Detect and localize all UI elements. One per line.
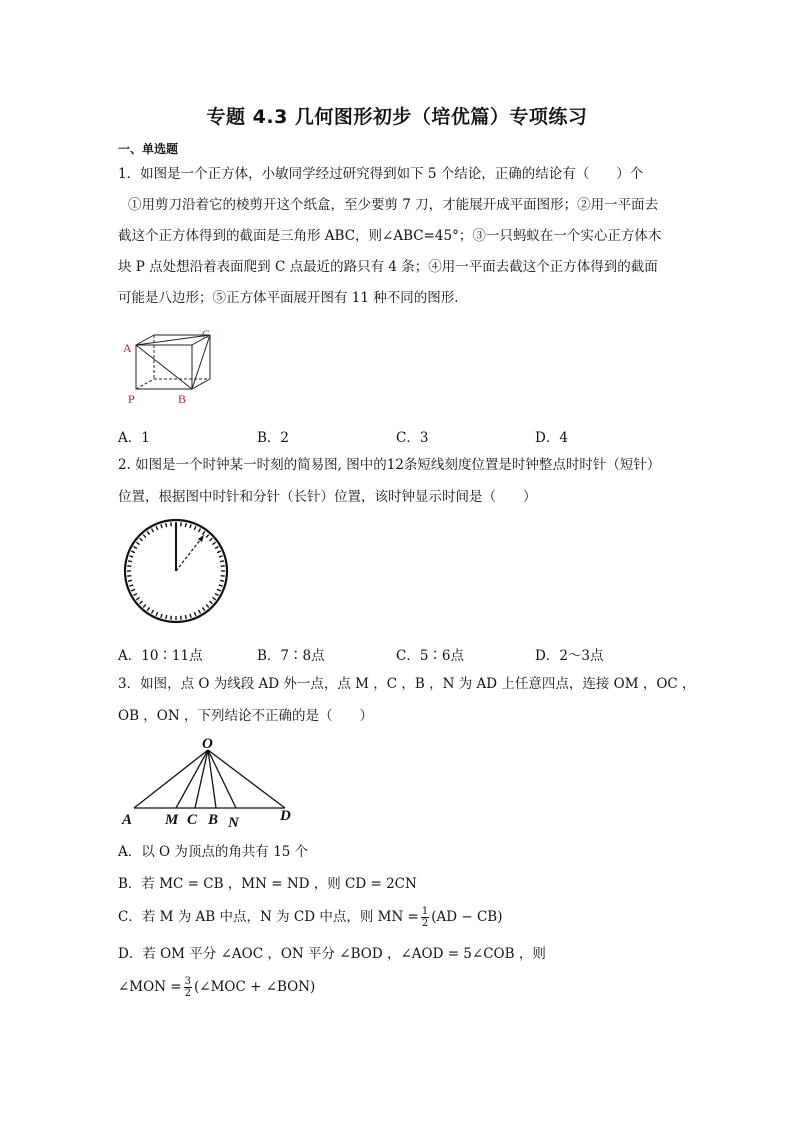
seg-label-d: D xyxy=(280,808,291,824)
seg-label-a: A xyxy=(122,812,133,828)
seg-label-b: B xyxy=(208,812,219,828)
clock-tick xyxy=(134,547,137,549)
q2-option-d: D．2～3点 xyxy=(535,648,604,664)
clock-tick xyxy=(152,610,154,613)
q3-option-d-lhs: ∠MON = xyxy=(118,979,182,995)
clock-tick xyxy=(131,551,135,553)
q1-option-a: A．1 xyxy=(118,430,150,446)
clock-tick xyxy=(219,585,223,586)
q1-option-c: C．3 xyxy=(396,430,429,446)
seg-label-n: N xyxy=(228,815,239,831)
clock-tick xyxy=(166,615,167,619)
clock-tick xyxy=(166,523,167,527)
clock-tick xyxy=(143,535,146,538)
seg-label-o: O xyxy=(202,736,213,752)
clock-tick xyxy=(185,615,186,619)
clock-tick xyxy=(161,614,162,618)
clock-tick xyxy=(194,526,196,530)
clock-tick xyxy=(212,597,215,599)
clock-tick xyxy=(202,531,204,534)
clock-tick xyxy=(140,601,143,604)
q3-option-d-expr: (∠MOC + ∠BON) xyxy=(194,979,316,995)
q1-option-d: D．4 xyxy=(535,430,568,446)
clock-tick xyxy=(136,597,139,599)
clock-tick xyxy=(202,607,204,610)
clock-tick xyxy=(209,601,212,604)
q3-option-c-fraction xyxy=(421,906,429,929)
clock-tick xyxy=(161,524,162,528)
q3-option-d: D．若 OM 平分 ∠AOC ，ON 平分 ∠BOD ，∠AOD = 5∠COB ，则 xyxy=(118,946,546,962)
clock-tick xyxy=(219,556,223,557)
clock-tick xyxy=(217,551,221,553)
q3-option-d-num: 3 xyxy=(184,976,191,987)
seg-label-m: M xyxy=(165,812,179,828)
clock-tick xyxy=(156,612,158,616)
q2-line-2: 位置，根据图中时针和分针（长针）位置，该时钟显示时间是（ ） xyxy=(118,489,537,505)
clock-tick xyxy=(140,538,143,541)
section-heading: 一、单选题 xyxy=(118,142,179,156)
cube-label-b: B xyxy=(178,392,187,406)
clock-tick xyxy=(215,594,218,596)
q1-line-3: 截这个正方体得到的截面是三角形 ABC，则∠ABC=45°；③一只蚂蚁在一个实心正方体木 xyxy=(118,228,662,244)
q3-option-c-text: C．若 M 为 AB 中点，N 为 CD 中点，则 MN = xyxy=(118,909,419,925)
cube-figure xyxy=(120,325,220,405)
seg-label-c: C xyxy=(187,812,198,828)
clock-tick xyxy=(147,531,149,534)
q3-line-2: OB ，ON ，下列结论不正确的是（ ） xyxy=(118,708,373,724)
q3-option-c-den: 2 xyxy=(421,918,429,929)
clock-tick xyxy=(199,610,201,613)
q3-option-c-expr: (AD − CB) xyxy=(431,909,503,925)
q2-line-1: 2. 如图是一个时钟某一时刻的简易图, 图中的12条短线刻度位置是时钟整点时时针（短针） xyxy=(118,457,661,473)
clock-tick xyxy=(206,604,209,607)
clock-tick xyxy=(152,529,154,532)
clock-tick xyxy=(131,589,135,591)
q1-line-1: 1．如图是一个正方体，小敏同学经过研究得到如下 5 个结论，正确的结论有（ ）个 xyxy=(118,166,644,182)
clock-tick xyxy=(128,561,132,562)
clock-tick xyxy=(220,580,224,581)
clock-tick xyxy=(134,594,137,596)
clock-tick xyxy=(199,529,201,532)
q3-option-d-formula xyxy=(118,976,688,999)
clock-tick xyxy=(190,524,191,528)
clock-tick xyxy=(185,523,186,527)
clock-tick xyxy=(215,547,218,549)
q2-option-a: A．10∶11点 xyxy=(118,648,203,664)
q3-option-b: B．若 MC = CB ，MN = ND ，则 CD = 2CN xyxy=(118,876,417,892)
cube-label-a: A xyxy=(123,341,132,355)
cube-label-p: P xyxy=(128,392,135,406)
q1-line-5: 可能是八边形；⑤正方体平面展开图有 11 种不同的图形． xyxy=(118,290,468,306)
q3-option-c xyxy=(118,906,688,929)
clock-tick xyxy=(129,585,133,586)
q2-option-b: B．7∶8点 xyxy=(257,648,325,664)
q2-option-c: C．5∶6点 xyxy=(396,648,465,664)
q3-line-1: 3．如图，点 O 为线段 AD 外一点，点 M ，C ，B ，N 为 AD 上任意四点，连接 OM ，OC ， xyxy=(118,676,696,692)
clock-tick xyxy=(212,542,215,544)
q3-option-a: A．以 O 为顶点的角共有 15 个 xyxy=(118,844,309,860)
clock-tick xyxy=(206,535,209,538)
q1-line-4: 块 P 点处想沿着表面爬到 C 点最近的路只有 4 条；④用一平面去截这个正方体得到的截面 xyxy=(118,259,658,275)
clock-tick xyxy=(209,538,212,541)
clock-minute-hand xyxy=(176,535,204,571)
clock-tick xyxy=(220,561,224,562)
clock-tick xyxy=(190,614,191,618)
cube-label-c: C xyxy=(202,327,211,341)
clock-tick xyxy=(217,589,221,591)
segment-figure xyxy=(120,736,300,831)
clock-tick xyxy=(156,526,158,530)
clock-tick xyxy=(128,580,132,581)
clock-tick xyxy=(136,542,139,544)
clock-tick xyxy=(147,607,149,610)
clock-tick xyxy=(143,604,146,607)
clock-tick xyxy=(129,556,133,557)
q3-option-c-num: 1 xyxy=(421,906,429,917)
q3-option-d-fraction xyxy=(184,976,192,999)
q1-line-2: ①用剪刀沿着它的棱剪开这个纸盒，至少要剪 7 刀，才能展开成平面图形；②用一平面去 xyxy=(128,197,659,213)
page-title: 专题 4.3 几何图形初步（培优篇）专项练习 xyxy=(206,106,588,128)
clock-tick xyxy=(194,612,196,616)
q1-option-b: B．2 xyxy=(257,430,290,446)
clock-figure xyxy=(120,517,232,629)
q3-option-d-den: 2 xyxy=(184,988,191,999)
